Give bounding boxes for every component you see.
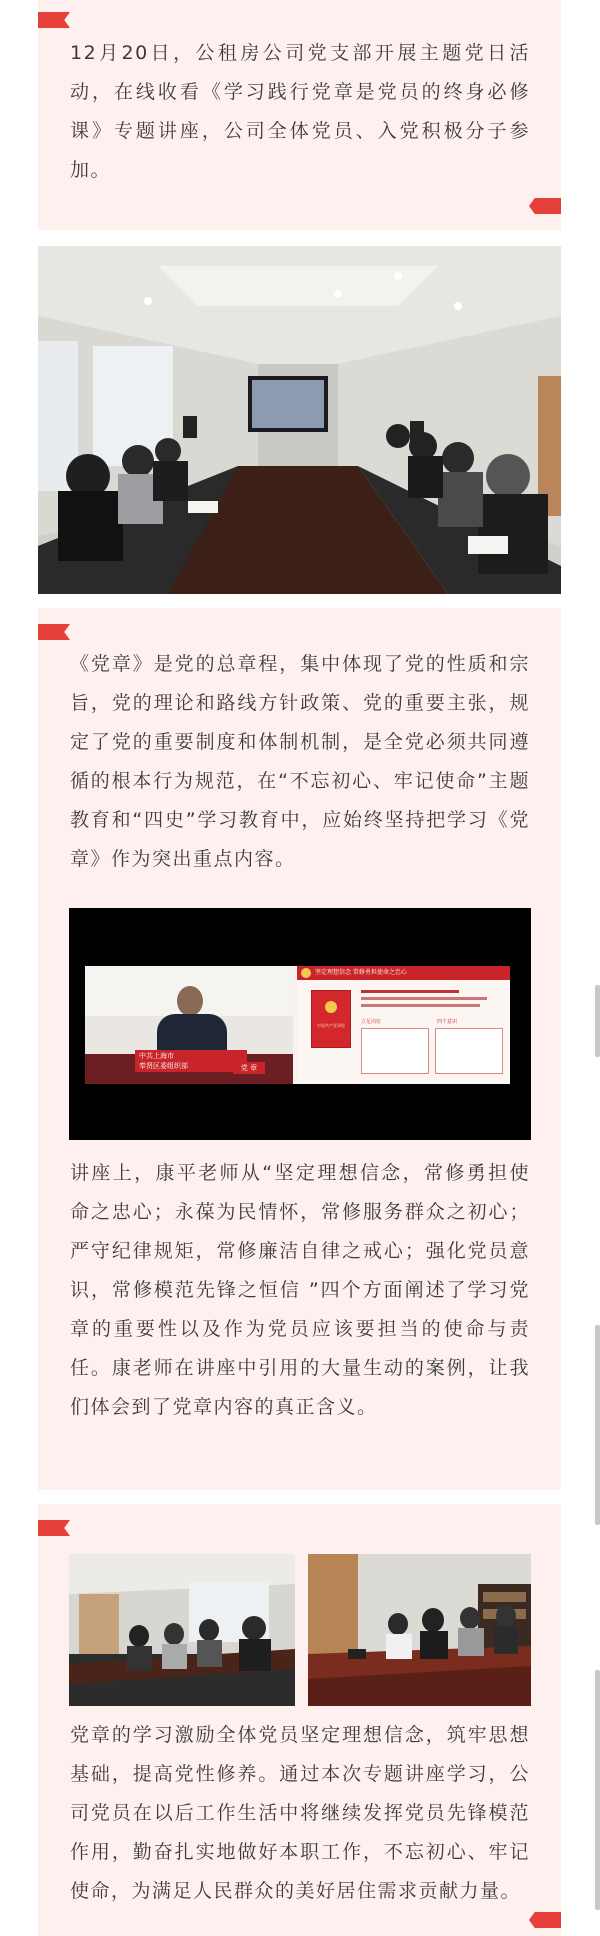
red-flag-icon [529, 1912, 561, 1928]
slide-box-right [435, 1028, 503, 1074]
intro-paragraph: 12月20日，公租房公司党支部开展主题党日活动，在线收看《学习践行党章是党员的终身必修课》专题讲座，公司全体党员、入党积极分子参加。 [70, 42, 530, 181]
caption-line-2: 奉贤区委组织部 [139, 1062, 188, 1070]
content-card [38, 608, 561, 1490]
party-emblem-icon [301, 968, 311, 978]
video-content [85, 966, 510, 1084]
closing-card [38, 1504, 561, 1936]
lecture-paragraph: 讲座上，康平老师从“坚定理想信念，常修勇担使命之忠心；永葆为民情怀，常修服务群众之初心；严守纪律规矩，常修廉洁自律之戒心；强化党员意识，常修模范先锋之恒信 ”四个方面阐述了学习党章的重要性以及作为党员应该要担当的使命与责任。康老师在讲座中引用的大量生动的案例，让我们体会到了党章内容的真正含义。 [70, 1162, 530, 1418]
speaker-tag: 党 章 [233, 1062, 265, 1074]
intro-card [38, 0, 561, 230]
caption-line-1: 中共上海市 [139, 1052, 174, 1060]
red-flag-icon [529, 198, 561, 214]
scrollbar-thumb[interactable] [595, 985, 600, 1057]
scrollbar-thumb[interactable] [595, 1670, 600, 1910]
slide-tag-right: 四个意识 [437, 1019, 458, 1025]
slide-box-left [361, 1028, 429, 1074]
scrollbar-thumb[interactable] [595, 1325, 600, 1525]
meeting-room-photo [38, 246, 561, 594]
dangzhang-paragraph: 《党章》是党的总章程，集中体现了党的性质和宗旨，党的理论和路线方针政策、党的重要主张，规定了党的重要制度和体制机制，是全党必须共同遵循的根本行为规范，在“不忘初心、牢记使命”主题教育和“四史”学习教育中，应始终坚持把学习《党章》作为突出重点内容。 [70, 653, 530, 870]
speaker-pane [85, 966, 293, 1084]
closing-paragraph: 党章的学习激励全体党员坚定理想信念，筑牢思想基础，提高党性修养。通过本次专题讲座学习，公司党员在以后工作生活中将继续发挥党员先锋模范作用，勤奋扎实地做好本职工作，不忘初心、牢记使命，为满足人民群众的美好居住需求贡献力量。 [70, 1724, 530, 1902]
book-title: 中国共产党章程 [317, 1023, 345, 1028]
lecture-video-frame [69, 908, 531, 1140]
book-emblem-icon [325, 1001, 337, 1013]
slide-pane [297, 966, 510, 1084]
slide-tag-left: 立足岗位 [361, 1019, 382, 1025]
caption-logo [135, 1050, 247, 1072]
red-flag-icon [38, 624, 70, 640]
attendees-photo-right [308, 1554, 531, 1706]
attendees-photo-left [69, 1554, 295, 1706]
slide-text-lines [361, 990, 501, 1015]
red-flag-icon [38, 1520, 70, 1536]
slide-banner: 坚定理想信念 常修勇担使命之忠心 [297, 966, 510, 980]
red-flag-icon [38, 12, 70, 28]
party-constitution-book [311, 990, 351, 1048]
speaker-head [177, 986, 203, 1016]
